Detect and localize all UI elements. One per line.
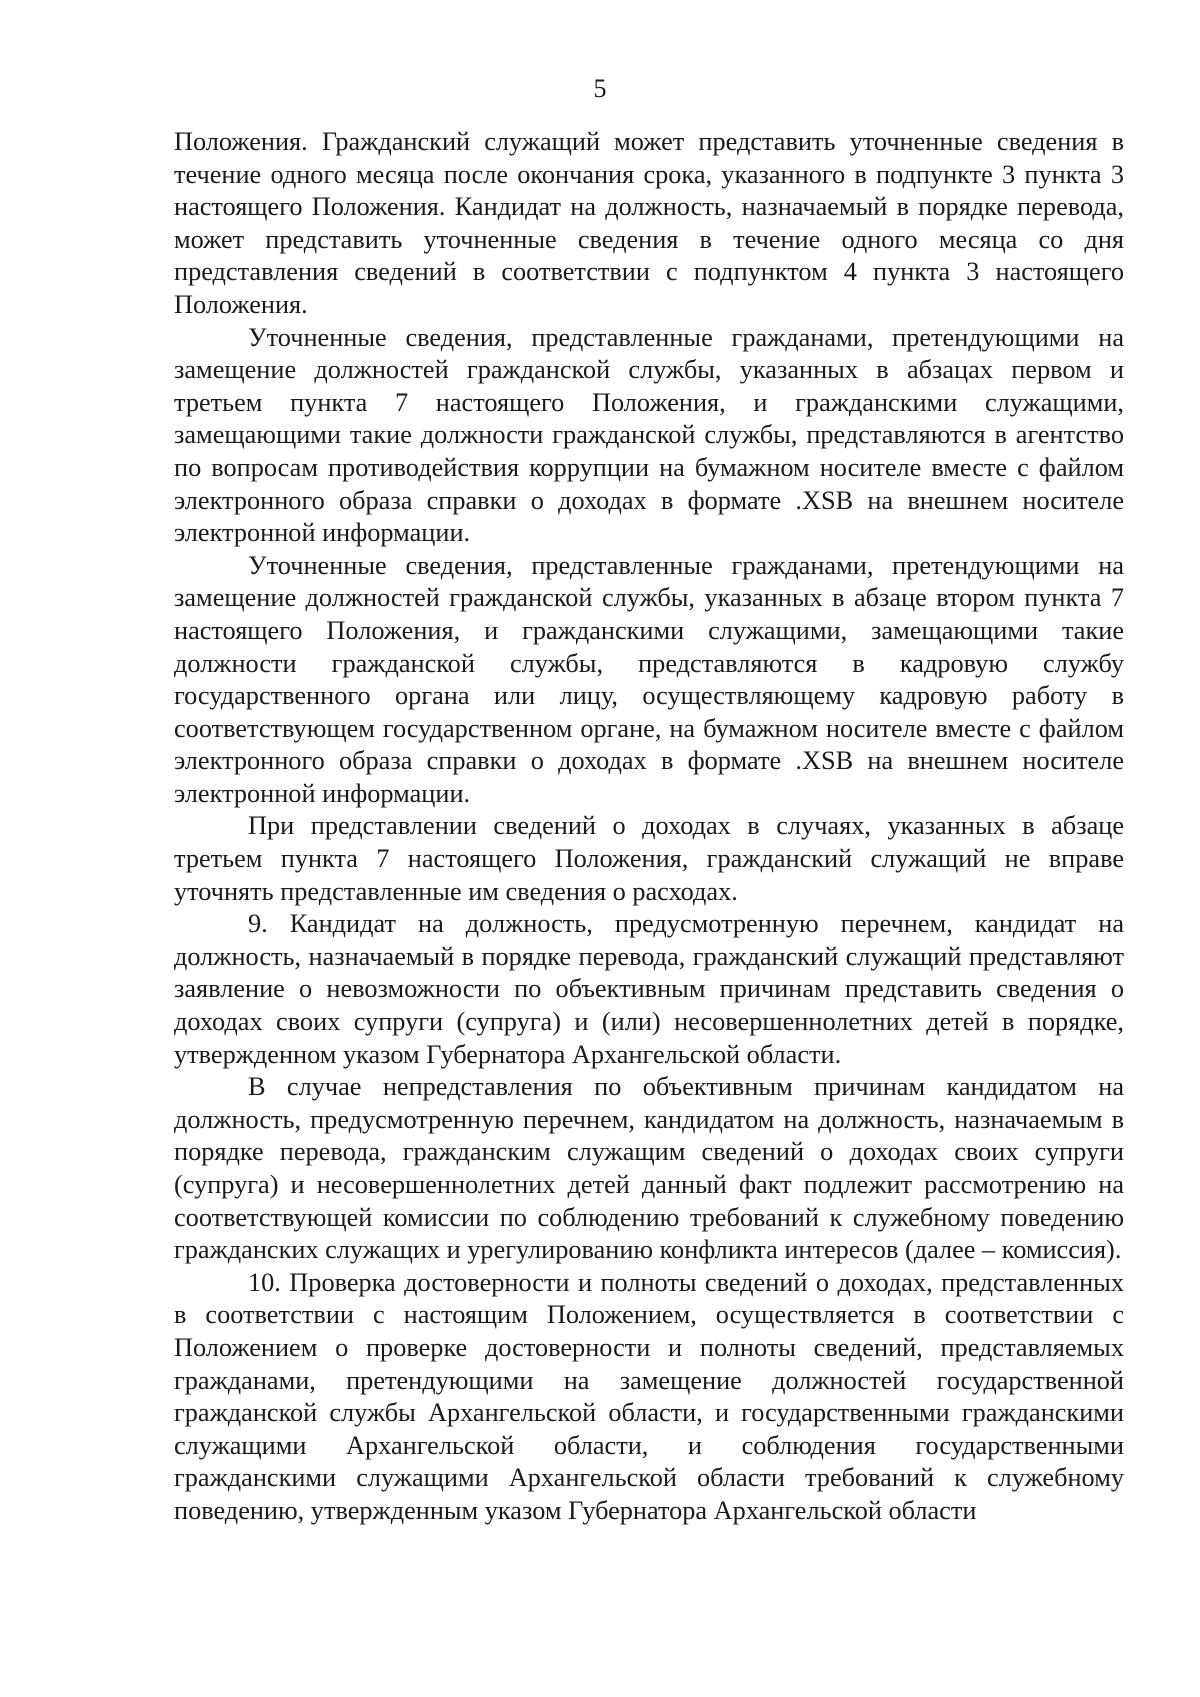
document-body xyxy=(174,126,1124,1528)
paragraph-continuation: Положения. Гражданский служащий может представить уточненные сведения в течение одного месяца после окончания срока, указанного в подпункте 3 пункта 3 настоящего Положения. Кандидат на должность, назначаемый в порядке перевода, может представить уточненные сведения в течение одного месяца со дня представления сведений в соответствии с подпунктом 4 пункта 3 настоящего Положения. xyxy=(174,127,1124,319)
paragraph-item-9: 9. Кандидат на должность, предусмотренную перечнем, кандидат на должность, назначаемый в порядке перевода, гражданский служащий представляют заявление о невозможности по объективным причинам представить сведения о доходах своих супруги (супруга) и (или) несовершеннолетних детей в порядке, утвержденном указом Губернатора Архангельской области. xyxy=(174,909,1124,1069)
page-number: 5 xyxy=(593,74,607,103)
paragraph-commission: В случае непредставления по объективным причинам кандидатом на должность, предусмотренную перечнем, кандидатом на должность, назначаемым в порядке перевода, гражданским служащим сведений о доходах своих супруги (супруга) и несовершеннолетних детей данный факт подлежит рассмотрению на соответствующей комиссии по соблюдению требований к служебному поведению гражданских служащих и урегулированию конфликта интересов (далее – комиссия). xyxy=(174,1072,1124,1265)
paragraph-item-10: 10. Проверка достоверности и полноты сведений о доходах, представленных в соответствии с настоящим Положением, осуществляется в соответствии с Положением о проверке достоверности и полноты сведений, представляемых гражданами, претендующими на замещение должностей государственной гражданской службы Архангельской области, и государственными гражданскими служащими Архангельской области, и соблюдения государственными гражданскими служащими Архангельской области требований к служебному поведению, утвержденным указом Губернатора Архангельской области xyxy=(174,1267,1124,1525)
paragraph-expenses-clarification: При представлении сведений о доходах в случаях, указанных в абзаце третьем пункта 7 настоящего Положения, гражданский служащий не вправе уточнять представленные им сведения о расходах. xyxy=(174,811,1124,906)
paragraph-clarified-info-hr: Уточненные сведения, представленные гражданами, претендующими на замещение должностей гражданской службы, указанных в абзаце втором пункта 7 настоящего Положения, и гражданскими служащими, замещающими такие должности гражданской службы, представляются в кадровую службу государственного органа или лицу, осуществляющему кадровую работу в соответствующем государственном органе, на бумажном носителе вместе с файлом электронного образа справки о доходах в формате .XSB на внешнем носителе электронной информации. xyxy=(174,550,1124,808)
paragraph-clarified-info-agency: Уточненные сведения, представленные гражданами, претендующими на замещение должностей гражданской службы, указанных в абзацах первом и третьем пункта 7 настоящего Положения, и гражданскими служащими, замещающими такие должности гражданской службы, представляются в агентство по вопросам противодействия коррупции на бумажном носителе вместе с файлом электронного образа справки о доходах в формате .XSB на внешнем носителе электронной информации. xyxy=(174,322,1124,548)
